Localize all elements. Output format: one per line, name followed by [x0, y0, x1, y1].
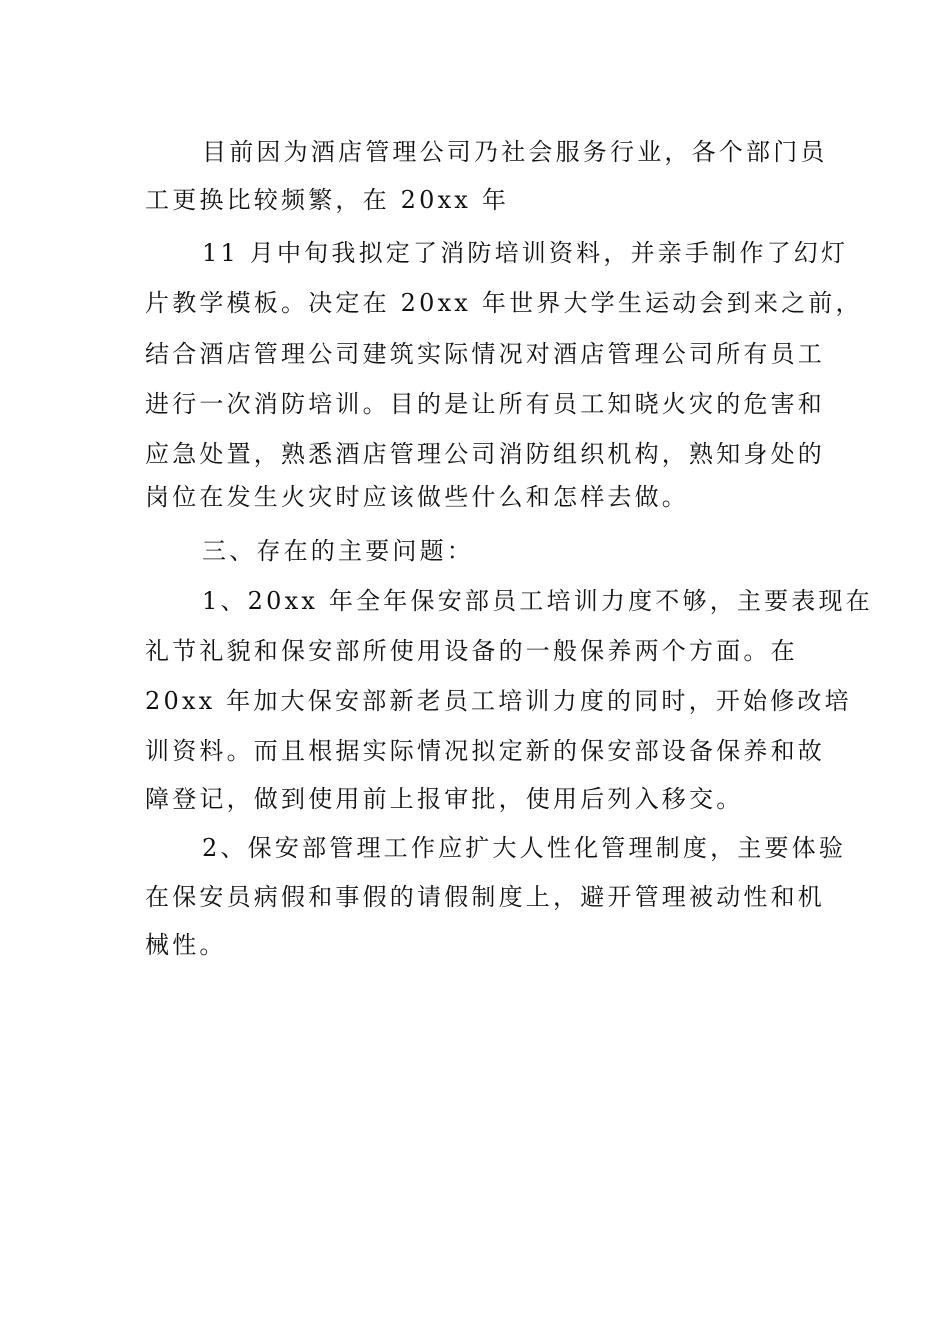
text-line: 片教学模板。决定在 20xx 年世界大学生运动会到来之前， — [145, 289, 863, 317]
text-line: 目前因为酒店管理公司乃社会服务行业，各个部门员 — [202, 138, 828, 166]
text-line: 工更换比较频繁，在 20xx 年 — [145, 186, 510, 214]
text-line: 进行一次消防培训。目的是让所有员工知晓火灾的危害和 — [145, 390, 825, 418]
text-line: 障登记，做到使用前上报审批，使用后列入移交。 — [145, 785, 744, 813]
text-line: 礼节礼貌和保安部所使用设备的一般保养两个方面。在 — [145, 637, 798, 665]
text-line: 20xx 年加大保安部新老员工培训力度的同时，开始修改培 — [145, 687, 852, 715]
text-line: 1、20xx 年全年保安部员工培训力度不够，主要表现在 — [202, 587, 873, 615]
text-line: 应急处置，熟悉酒店管理公司消防组织机构，熟知身处的 — [145, 440, 825, 468]
text-line: 11 月中旬我拟定了消防培训资料，并亲手制作了幻灯 — [202, 239, 849, 267]
text-line: 2、保安部管理工作应扩大人性化管理制度，主要体验 — [202, 834, 847, 862]
text-line: 械性。 — [145, 931, 227, 959]
text-line: 岗位在发生火灾时应该做些什么和怎样去做。 — [145, 483, 689, 511]
section-heading: 三、存在的主要问题： — [202, 537, 474, 565]
text-line: 在保安员病假和事假的请假制度上，避开管理被动性和机 — [145, 883, 825, 911]
text-line: 训资料。而且根据实际情况拟定新的保安部设备保养和故 — [145, 737, 825, 765]
text-line: 结合酒店管理公司建筑实际情况对酒店管理公司所有员工 — [145, 340, 825, 368]
